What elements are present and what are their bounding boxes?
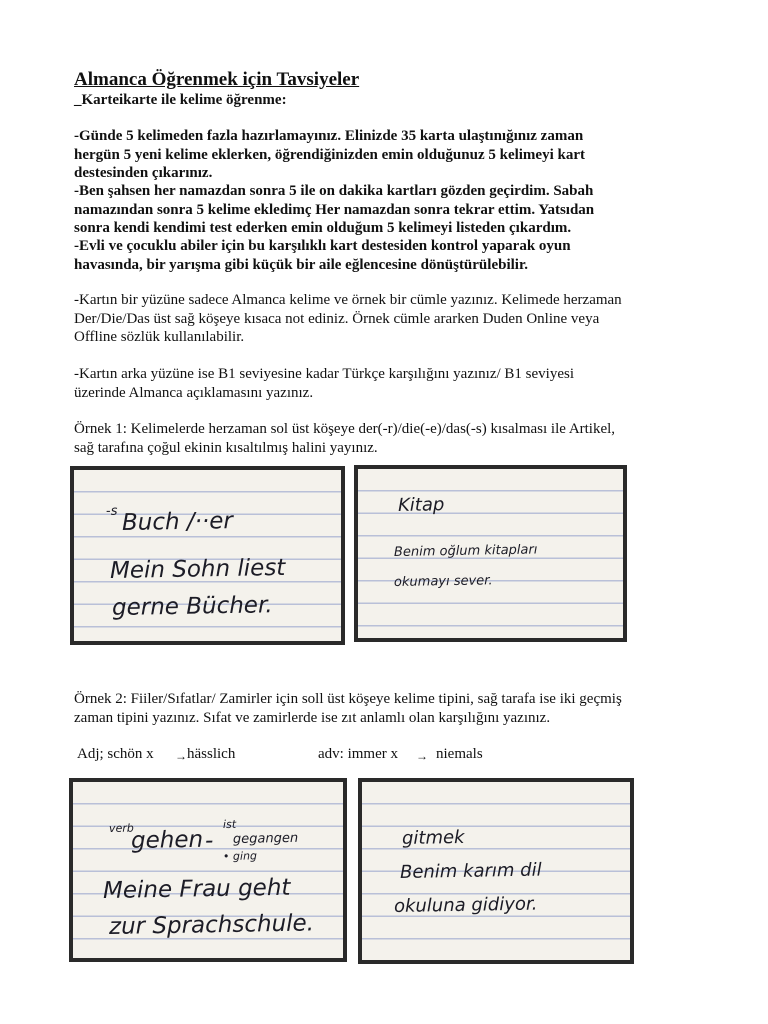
flashcard-paper — [358, 469, 623, 638]
article-mark: -s — [105, 503, 118, 519]
section-subtitle: _Karteikarte ile kelime öğrenme: — [74, 92, 287, 108]
card-sentence-line: okumayı sever. — [393, 573, 493, 590]
card-back-paragraph — [74, 365, 714, 402]
card-sentence-line: Benim oğlum kitapları — [393, 542, 538, 560]
paragraph-line: namazından sonra 5 kelime ekledimç Her namazdan sonra tekrar ettim. Yatsıdan — [74, 201, 595, 218]
past-participle: gegangen — [232, 830, 299, 847]
separator: - — [204, 827, 214, 854]
paragraph-line: hergün 5 yeni kelime eklerken, öğrendiğinizden emin olduğunuz 5 kelimeyi kart — [74, 146, 585, 163]
flashcard-paper — [74, 470, 341, 641]
paragraph-line: -Kartın arka yüzüne ise B1 seviyesine kadar Türkçe karşılığını yazınız/ B1 seviyesi — [74, 366, 574, 382]
card-sentence-line: Meine Frau geht — [102, 874, 291, 904]
paragraph-line: Örnek 2: Fiiler/Sıfatlar/ Zamirler için soll üst köşeye kelime tipini, sağ tarafa ise iki geçmiş — [74, 691, 622, 707]
paragraph-line: Der/Die/Das üst sağ köşeye kısaca not ediniz. Örnek cümle ararken Duden Online veya — [74, 310, 600, 327]
card-sentence-line: gerne Bücher. — [111, 592, 273, 621]
paragraph-line: sağ tarafına çoğul ekinin kısaltılmış halini yayınız. — [74, 439, 378, 456]
card-word: Buch /··er — [121, 508, 234, 536]
paragraph-line: sonra kendi kendimi test ederken emin olduğum 5 kelimeyi listeden çıkardım. — [74, 220, 572, 236]
paragraph-line: Örnek 1: Kelimelerde herzaman sol üst köşeye der(-r)/die(-e)/das(-s) kısalması ile Artikel, — [74, 421, 616, 437]
example-1-paragraph — [74, 420, 714, 457]
paragraph-line: -Günde 5 kelimeden fazla hazırlamayınız. Elinizde 35 karta ulaştınığınız zaman — [74, 128, 584, 144]
paragraph-line: üzerinde Almanca açıklamasını yazınız. — [74, 384, 314, 401]
adverb-example: adv: immer x — [318, 746, 398, 762]
paragraph-line: havasında, bir yarışma gibi küçük bir aile eğlencesine dönüştürülebilir. — [74, 256, 528, 273]
arrow-icon: → — [416, 749, 428, 763]
card-front-paragraph — [74, 291, 714, 347]
card-sentence-line: Benim karım dil — [399, 859, 542, 883]
paragraph-line: -Kartın bir yüzüne sadece Almanca kelime ve örnek bir cümle yazınız. Kelimede herzaman — [74, 292, 622, 308]
tip-paragraph-2 — [74, 182, 714, 238]
tip-paragraph-3 — [74, 237, 714, 274]
arrow-icon: → — [175, 749, 187, 763]
past-tense: • ging — [222, 849, 258, 863]
adjective-opposite: hässlich — [187, 746, 236, 762]
flashcard-image-gehen — [69, 778, 347, 962]
adverb-opposite: niemals — [436, 746, 483, 762]
card-sentence-line: zur Sprachschule. — [108, 910, 315, 940]
paragraph-line: destesinden çıkarınız. — [74, 165, 213, 181]
flashcard-paper — [362, 782, 630, 960]
paragraph-line: -Evli ve çocuklu abiler için bu karşılıklı kart destesiden kontrol yaparak oyun — [74, 238, 571, 254]
paragraph-line: -Ben şahsen her namazdan sonra 5 ile on dakika kartları gözden geçirdim. Sabah — [74, 183, 594, 199]
flashcard-image-kitap — [354, 465, 627, 642]
past-auxiliary: ist — [222, 817, 237, 831]
paragraph-line: zaman tipini yazınız. Sıfat ve zamirlerde ise zıt anlamlı olan karşılığını yazınız. — [74, 709, 551, 726]
tip-paragraph-1 — [74, 127, 714, 183]
card-word: gitmek — [401, 826, 465, 849]
document-title: Almanca Öğrenmek için Tavsiyeler — [74, 69, 360, 90]
flashcard-paper — [73, 782, 343, 958]
card-sentence-line: Mein Sohn liest — [109, 554, 286, 584]
adjective-example: Adj; schön x — [77, 746, 154, 762]
example-2-paragraph — [74, 690, 714, 727]
word-type-mark: verb — [108, 821, 134, 835]
paragraph-line: Offline sözlük kullanılabilir. — [74, 329, 245, 345]
card-word: Kitap — [397, 494, 445, 516]
flashcard-image-buch — [70, 466, 345, 645]
card-word: gehen — [130, 826, 204, 854]
flashcard-image-gitmek — [358, 778, 634, 964]
card-sentence-line: okuluna gidiyor. — [393, 893, 538, 917]
